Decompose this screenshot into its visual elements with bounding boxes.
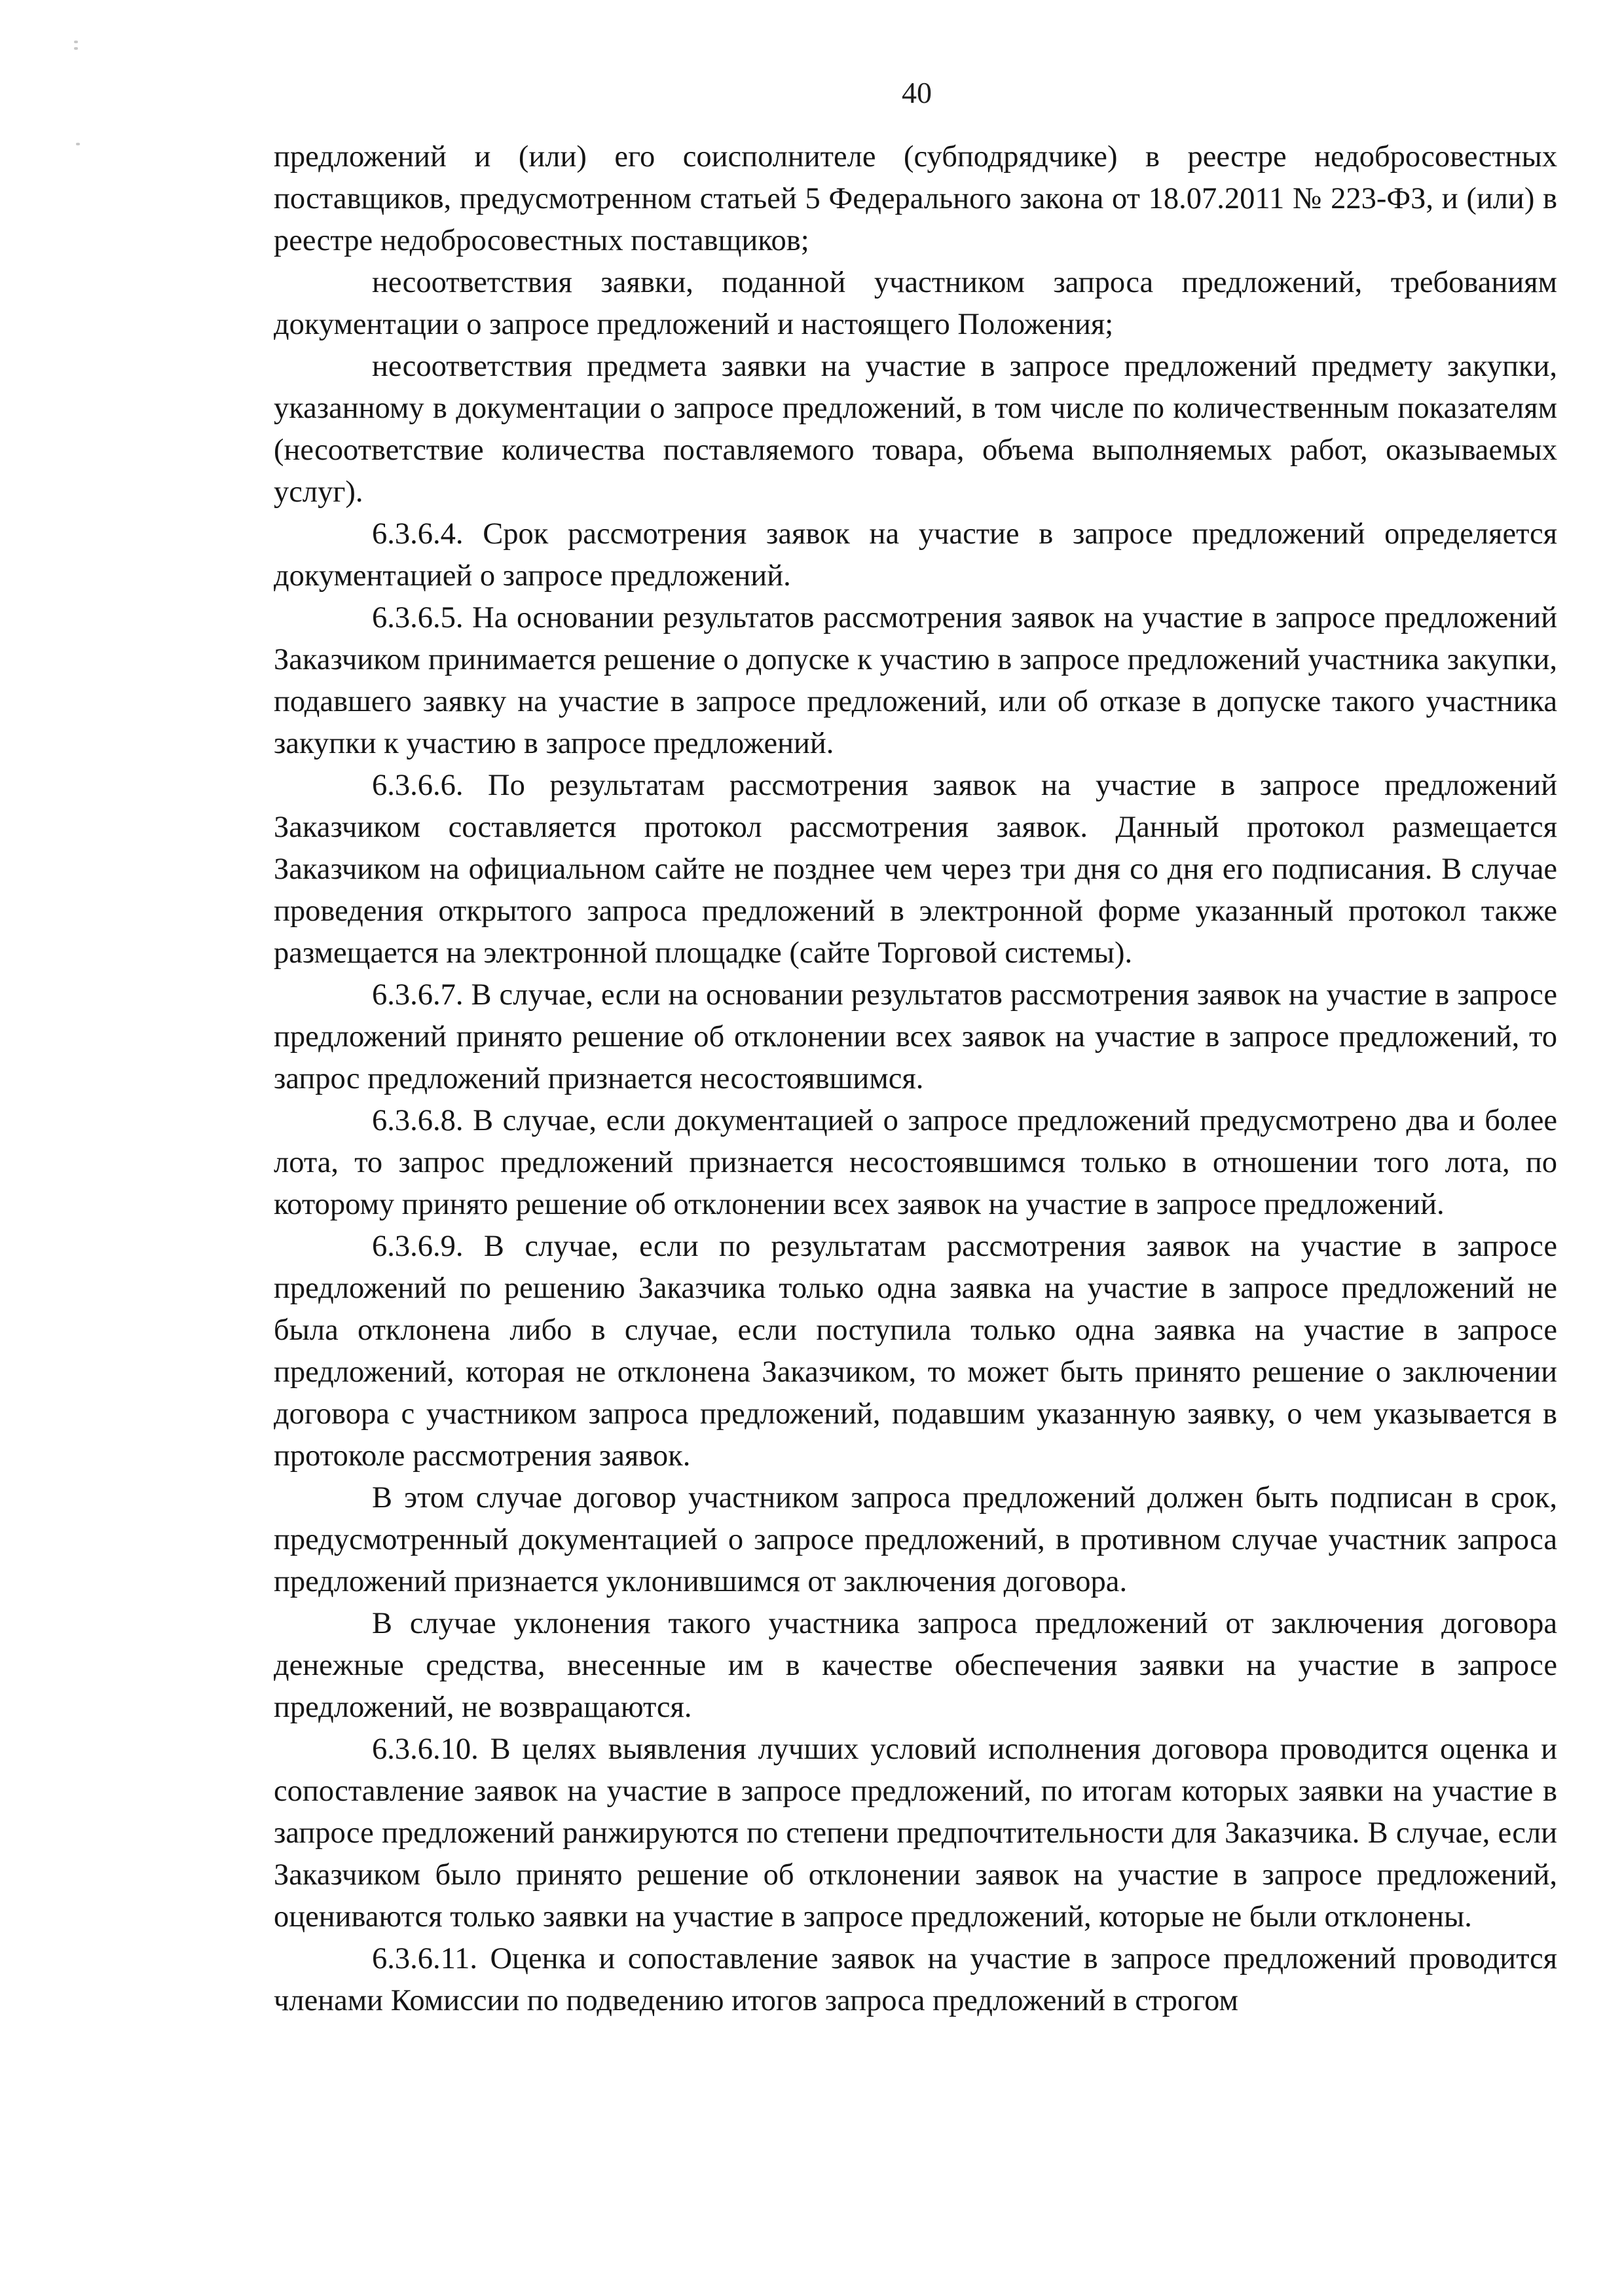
paragraph: В случае уклонения такого участника запроса предложений от заключения договора денежные средства, внесенные им в качестве обеспечения заявки на участие в запросе предложений, не возвращаются. <box>274 1607 1557 1724</box>
paragraph: несоответствия заявки, поданной участником запроса предложений, требованиям документации о запросе предложений и настоящего Положения; <box>274 266 1557 341</box>
paragraph: В этом случае договор участником запроса предложений должен быть подписан в срок, предусмотренный документацией о запросе предложений, в противном случае участник запроса предложений признается уклонившимся от заключения договора. <box>274 1481 1557 1598</box>
clause-6-3-6-6: 6.3.6.6. По результатам рассмотрения заявок на участие в запросе предложений Заказчиком составляется протокол рассмотрения заявок. Данный протокол размещается Заказчиком на официальном сайте не позднее чем через три дня со дня его подписания. В случае проведения открытого запроса предложений в электронной форме указанный протокол также размещается на электронной площадке (сайте Торговой системы). <box>274 769 1557 970</box>
paragraph: несоответствия предмета заявки на участие в запросе предложений предмету закупки, указанному в документации о запросе предложений, в том числе по количественным показателям (несоответствие количества поставляемого товара, объема выполняемых работ, оказываемых услуг). <box>274 350 1557 509</box>
document-body <box>274 136 1557 2022</box>
clause-6-3-6-11: 6.3.6.11. Оценка и сопоставление заявок на участие в запросе предложений проводится членами Комиссии по подведению итогов запроса предложений в строгом <box>274 1942 1557 2017</box>
scan-speck <box>74 41 78 43</box>
clause-6-3-6-9: 6.3.6.9. В случае, если по результатам рассмотрения заявок на участие в запросе предложений по решению Заказчика только одна заявка на участие в запросе предложений не была отклонена либо в случае, если поступила только одна заявка на участие в запросе предложений, которая не отклонена Заказчиком, то может быть принято решение о заключении договора с участником запроса предложений, подавшим указанную заявку, о чем указывается в протоколе рассмотрения заявок. <box>274 1230 1557 1473</box>
scan-speck <box>76 143 80 145</box>
clause-6-3-6-10: 6.3.6.10. В целях выявления лучших условий исполнения договора проводится оценка и сопоставление заявок на участие в запросе предложений, по итогам которых заявки на участие в запросе предложений ранжируются по степени предпочтительности для Заказчика. В случае, если Заказчиком было принято решение об отклонении заявок на участие в запросе предложений, оцениваются только заявки на участие в запросе предложений, которые не были отклонены. <box>274 1733 1557 1934</box>
scan-speck <box>74 47 78 50</box>
page-number: 40 <box>902 76 932 109</box>
clause-6-3-6-8: 6.3.6.8. В случае, если документацией о запросе предложений предусмотрено два и более лота, то запрос предложений признается несостоявшимся только в отношении того лота, по которому принято решение об отклонении всех заявок на участие в запросе предложений. <box>274 1104 1557 1221</box>
paragraph-continuation: предложений и (или) его соисполнителе (субподрядчике) в реестре недобросовестных поставщиков, предусмотренном статьей 5 Федерального закона от 18.07.2011 № 223-ФЗ, и (или) в реестре недобросовестных поставщиков; <box>274 140 1557 257</box>
clause-6-3-6-4: 6.3.6.4. Срок рассмотрения заявок на участие в запросе предложений определяется документацией о запросе предложений. <box>274 517 1557 593</box>
clause-6-3-6-7: 6.3.6.7. В случае, если на основании результатов рассмотрения заявок на участие в запросе предложений принято решение об отклонении всех заявок на участие в запросе предложений, то запрос предложений признается несостоявшимся. <box>274 978 1557 1095</box>
clause-6-3-6-5: 6.3.6.5. На основании результатов рассмотрения заявок на участие в запросе предложений Заказчиком принимается решение о допуске к участию в запросе предложений участника закупки, подавшего заявку на участие в запросе предложений, или об отказе в допуске такого участника закупки к участию в запросе предложений. <box>274 601 1557 760</box>
